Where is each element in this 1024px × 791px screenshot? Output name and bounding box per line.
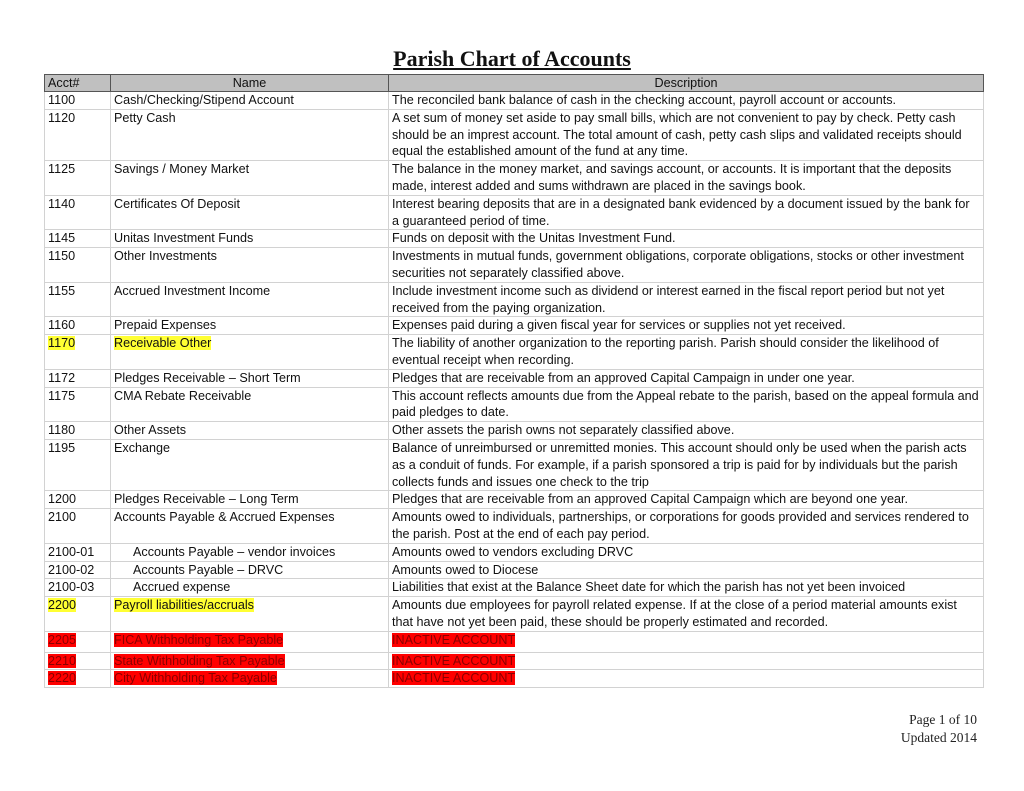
account-description-cell xyxy=(389,422,984,440)
account-description: A set sum of money set aside to pay small bills, which are not convenient to pay by check. Petty cash should be an imprest account. The total amount of cash, petty cash slips and validated receipts should equal the established amount of the fund at any time. xyxy=(392,110,962,159)
account-name: Exchange xyxy=(114,440,171,455)
table-row xyxy=(45,422,984,440)
table-row xyxy=(45,369,984,387)
account-description-cell xyxy=(389,282,984,317)
account-number-cell xyxy=(45,92,111,110)
account-description-cell xyxy=(389,439,984,490)
account-number: 2210 xyxy=(48,653,77,668)
table-row xyxy=(45,195,984,230)
account-number: 1175 xyxy=(48,388,76,403)
account-description-cell xyxy=(389,369,984,387)
account-name-cell xyxy=(111,195,389,230)
table-row xyxy=(45,597,984,632)
table-header-row xyxy=(45,75,984,92)
account-name-cell xyxy=(111,509,389,544)
account-name-cell xyxy=(111,491,389,509)
page-number: Page 1 of 10 xyxy=(909,712,977,727)
account-number-cell xyxy=(45,317,111,335)
account-name: Accounts Payable – vendor invoices xyxy=(133,544,336,559)
account-description-cell xyxy=(389,491,984,509)
account-name: State Withholding Tax Payable xyxy=(114,653,285,668)
table-row xyxy=(45,109,984,160)
account-description-cell xyxy=(389,387,984,422)
account-name-cell xyxy=(111,422,389,440)
account-description: Funds on deposit with the Unitas Investment Fund. xyxy=(392,231,676,246)
account-name-cell xyxy=(111,561,389,579)
account-number: 1172 xyxy=(48,370,76,385)
account-name-cell xyxy=(111,109,389,160)
account-number-cell xyxy=(45,248,111,283)
table-row xyxy=(45,387,984,422)
account-name: Accrued expense xyxy=(133,580,231,595)
account-name: CMA Rebate Receivable xyxy=(114,388,252,403)
account-name: Payroll liabilities/accruals xyxy=(114,598,254,613)
account-description-cell xyxy=(389,109,984,160)
account-description-cell xyxy=(389,579,984,597)
account-number: 2100-03 xyxy=(48,580,95,595)
account-description-cell xyxy=(389,509,984,544)
account-number-cell xyxy=(45,195,111,230)
account-number-cell xyxy=(45,161,111,196)
account-number: 2100 xyxy=(48,510,77,525)
account-number-cell xyxy=(45,439,111,490)
column-header-acct: Acct# xyxy=(45,75,111,92)
account-name: Other Assets xyxy=(114,423,187,438)
account-description-cell xyxy=(389,543,984,561)
account-name: Pledges Receivable – Long Term xyxy=(114,492,299,507)
account-number-cell xyxy=(45,579,111,597)
account-description-cell xyxy=(389,652,984,670)
account-number-cell xyxy=(45,491,111,509)
account-description: Balance of unreimbursed or unremitted monies. This account should only be used when the parish acts as a conduit of funds. For example, if a parish sponsored a trip is paid for by individuals but the parish collects funds and issues one check to the trip xyxy=(392,440,967,489)
account-number: 1170 xyxy=(48,336,76,351)
account-description: Pledges that are receivable from an approved Capital Campaign which are beyond one year. xyxy=(392,492,908,507)
account-number: 1100 xyxy=(48,93,76,107)
account-description-cell xyxy=(389,561,984,579)
column-header-name: Name xyxy=(111,75,389,92)
account-name: FICA Withholding Tax Payable xyxy=(114,632,284,647)
table-row xyxy=(45,335,984,370)
table-row xyxy=(45,579,984,597)
account-description: The reconciled bank balance of cash in the checking account, payroll account or accounts. xyxy=(392,93,897,107)
account-name-cell xyxy=(111,543,389,561)
account-description: INACTIVE ACCOUNT xyxy=(392,653,516,668)
account-description-cell xyxy=(389,317,984,335)
account-name: Pledges Receivable – Short Term xyxy=(114,370,301,385)
account-number-cell xyxy=(45,509,111,544)
account-name: Cash/Checking/Stipend Account xyxy=(114,93,294,107)
account-name-cell xyxy=(111,317,389,335)
account-name-cell xyxy=(111,670,389,688)
table-row xyxy=(45,543,984,561)
account-number-cell xyxy=(45,631,111,652)
account-description: INACTIVE ACCOUNT xyxy=(392,671,516,686)
account-description-cell xyxy=(389,631,984,652)
updated-date: Updated 2014 xyxy=(900,730,977,745)
account-number-cell xyxy=(45,369,111,387)
table-row xyxy=(45,161,984,196)
account-number: 1160 xyxy=(48,318,76,333)
account-name-cell xyxy=(111,161,389,196)
column-header-description: Description xyxy=(389,75,984,92)
account-number-cell xyxy=(45,335,111,370)
chart-of-accounts-table xyxy=(44,74,984,688)
account-number: 1125 xyxy=(48,162,76,177)
account-name: Savings / Money Market xyxy=(114,162,250,177)
table-body xyxy=(45,92,984,688)
account-description: The balance in the money market, and savings account, or accounts. It is important that the deposits made, interest added and sums withdrawn are placed in the savings book. xyxy=(392,162,952,193)
account-name-cell xyxy=(111,439,389,490)
account-number: 2100-02 xyxy=(48,562,95,577)
table-row xyxy=(45,248,984,283)
account-name: Unitas Investment Funds xyxy=(114,231,254,246)
account-description: Liabilities that exist at the Balance Sheet date for which the parish has not yet been invoiced xyxy=(392,580,906,595)
account-number: 2220 xyxy=(48,671,77,686)
page-footer xyxy=(901,711,977,747)
account-number: 2200 xyxy=(48,598,77,613)
account-number: 1180 xyxy=(48,423,76,438)
account-name-cell xyxy=(111,579,389,597)
account-description-cell xyxy=(389,161,984,196)
account-number-cell xyxy=(45,387,111,422)
account-number: 1195 xyxy=(48,440,76,455)
account-name-cell xyxy=(111,282,389,317)
account-description: This account reflects amounts due from the Appeal rebate to the parish, based on the appeal formula and paid pledges to date. xyxy=(392,388,979,420)
account-name-cell xyxy=(111,631,389,652)
account-description: Investments in mutual funds, government obligations, corporate obligations, stocks or other investment securities not separately classified above. xyxy=(392,249,964,280)
table-row xyxy=(45,282,984,317)
account-description-cell xyxy=(389,670,984,688)
account-description: Other assets the parish owns not separately classified above. xyxy=(392,423,735,438)
account-description-cell xyxy=(389,92,984,110)
account-name: Accrued Investment Income xyxy=(114,283,271,298)
account-description: Amounts owed to individuals, partnerships, or corporations for goods provided and services rendered to the parish. Post at the end of each pay period. xyxy=(392,510,969,541)
account-name-cell xyxy=(111,387,389,422)
table-row xyxy=(45,439,984,490)
account-description: Interest bearing deposits that are in a designated bank evidenced by a document issued by the bank for a guaranteed period of time. xyxy=(392,196,970,228)
account-number: 1120 xyxy=(48,110,76,125)
account-number: 1155 xyxy=(48,283,76,298)
account-description-cell xyxy=(389,230,984,248)
account-number-cell xyxy=(45,543,111,561)
table-row xyxy=(45,652,984,670)
account-number-cell xyxy=(45,422,111,440)
account-name-cell xyxy=(111,248,389,283)
table-row xyxy=(45,509,984,544)
account-number: 1145 xyxy=(48,231,76,246)
account-name-cell xyxy=(111,652,389,670)
account-description: INACTIVE ACCOUNT xyxy=(392,632,516,647)
account-name: Certificates Of Deposit xyxy=(114,196,240,211)
table-row xyxy=(45,631,984,652)
account-description-cell xyxy=(389,335,984,370)
table-row xyxy=(45,670,984,688)
table-row xyxy=(45,317,984,335)
account-number: 1150 xyxy=(48,249,76,264)
account-name: Accounts Payable & Accrued Expenses xyxy=(114,510,335,525)
account-name: Receivable Other xyxy=(114,336,212,351)
table-row xyxy=(45,92,984,110)
account-number-cell xyxy=(45,597,111,632)
account-name: Accounts Payable – DRVC xyxy=(133,562,284,577)
account-number-cell xyxy=(45,561,111,579)
account-number: 2205 xyxy=(48,632,77,647)
table-row xyxy=(45,230,984,248)
account-number-cell xyxy=(45,282,111,317)
account-name-cell xyxy=(111,92,389,110)
account-name-cell xyxy=(111,597,389,632)
account-number-cell xyxy=(45,230,111,248)
account-description: Pledges that are receivable from an approved Capital Campaign in under one year. xyxy=(392,370,855,385)
account-name: Other Investments xyxy=(114,249,217,264)
account-description-cell xyxy=(389,248,984,283)
account-description: Expenses paid during a given fiscal year for services or supplies not yet received. xyxy=(392,318,846,333)
account-name-cell xyxy=(111,369,389,387)
page-title: Parish Chart of Accounts xyxy=(393,46,631,71)
table-row xyxy=(45,561,984,579)
account-description-cell xyxy=(389,195,984,230)
account-description: Amounts owed to vendors excluding DRVC xyxy=(392,544,634,559)
account-number: 2100-01 xyxy=(48,544,95,559)
account-number: 1200 xyxy=(48,492,77,507)
account-name: Prepaid Expenses xyxy=(114,318,217,333)
account-number: 1140 xyxy=(48,196,76,211)
account-description: Include investment income such as dividend or interest earned in the fiscal report period but not yet received from the paying organization. xyxy=(392,283,945,315)
account-name: Petty Cash xyxy=(114,110,176,125)
account-description: Amounts owed to Diocese xyxy=(392,562,539,577)
account-number-cell xyxy=(45,670,111,688)
account-description: Amounts due employees for payroll related expense. If at the close of a period material amounts exist that have not yet been paid, these should be properly estimated and recorded. xyxy=(392,598,957,629)
account-name-cell xyxy=(111,230,389,248)
account-name: City Withholding Tax Payable xyxy=(114,671,277,686)
account-number-cell xyxy=(45,109,111,160)
table-row xyxy=(45,491,984,509)
account-description: The liability of another organization to the reporting parish. Parish should consider the likelihood of eventual receipt when recording. xyxy=(392,336,939,367)
account-number-cell xyxy=(45,652,111,670)
account-description-cell xyxy=(389,597,984,632)
account-name-cell xyxy=(111,335,389,370)
